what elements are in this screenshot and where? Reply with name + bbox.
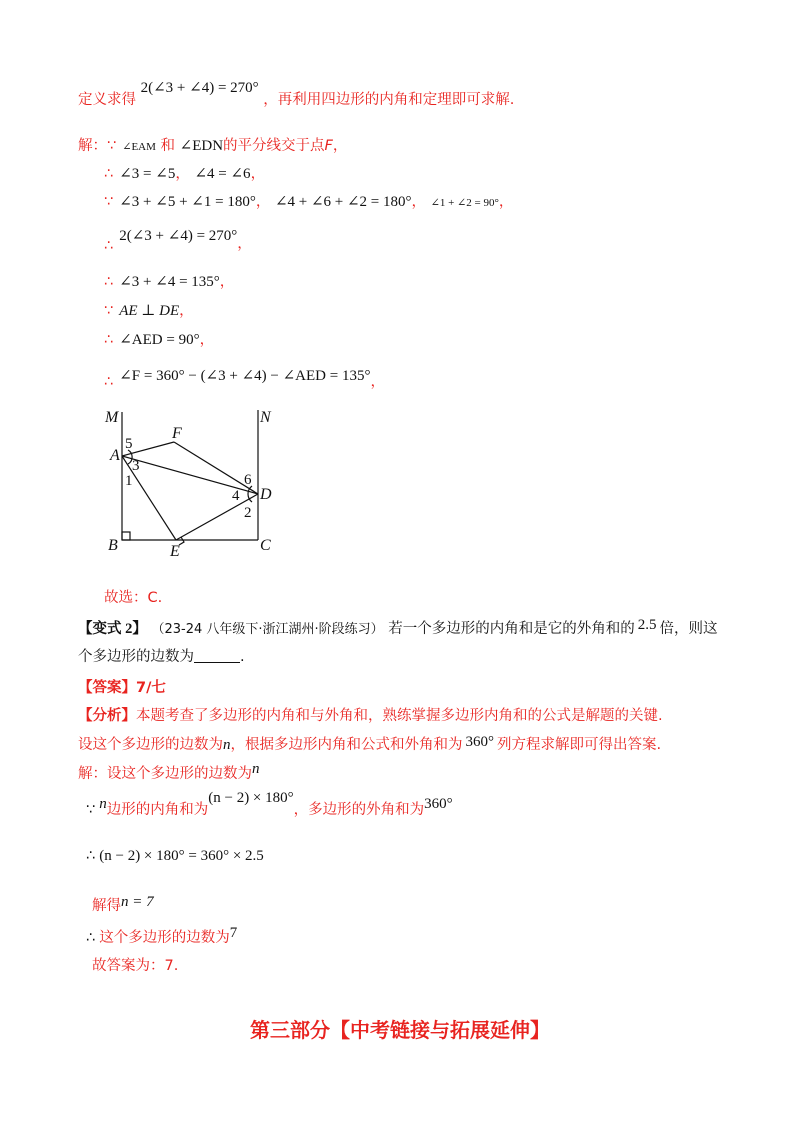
therefore-symbol: ∴ [104, 238, 114, 254]
variant-text2: 倍，则这 [659, 621, 718, 637]
label-b: B [108, 537, 118, 554]
variant-text1: 若一个多边形的内角和是它的外角和的 [388, 621, 635, 637]
comma: ， [255, 194, 271, 210]
analysis-text: 本题考查了多边形的内角和与外角和，熟练掌握多边形内角和的公式是解题的关键. [136, 708, 663, 724]
angle-label-4: 4 [232, 488, 240, 504]
therefore-symbol: ∴ [104, 274, 114, 290]
step1-eq-b: ∠4 = ∠6 [194, 166, 251, 182]
conclusion-text: 这个多边形的边数为 [99, 930, 230, 946]
period: . [240, 649, 245, 665]
label-m: M [105, 409, 119, 426]
variable-n: n [223, 737, 231, 753]
answer-label: 【答案】 [78, 680, 136, 696]
because-bisector-line [78, 136, 347, 157]
step4-eq: ∠3 + ∠4 = 135° [119, 274, 220, 290]
solution2-line4 [92, 896, 154, 916]
analysis2-c: 列方程求解即可得出答案. [497, 737, 662, 753]
bisector-text: 的平分线交于点 [223, 138, 325, 154]
solution2-line3 [86, 846, 264, 866]
step3-eq: 2(∠3 + ∠4) = 270° [119, 228, 238, 244]
analysis-line [78, 706, 663, 726]
variant-text3: 个多边形的边数为 [78, 649, 194, 665]
step2-line [104, 192, 513, 213]
variant-tag: 变式 2 [92, 621, 133, 637]
because-symbol: ∵ [104, 303, 114, 319]
step2-eq-c: ∠1 + ∠2 = 90° [430, 197, 499, 209]
solve-text: 解得 [92, 898, 121, 914]
angle-label-3: 3 [132, 458, 140, 474]
comma: ， [332, 138, 348, 154]
angle-label-6: 6 [244, 472, 252, 488]
answer-choice: 故选：C. [104, 590, 163, 606]
solution-label: 解： [78, 138, 107, 154]
degrees-360: 360° [424, 796, 453, 812]
solution2-line5 [86, 925, 238, 948]
final-answer: 故答案为：7. [92, 958, 179, 974]
analysis-line2 [78, 735, 661, 755]
intro-formula: 2(∠3 + ∠4) = 270° [140, 80, 259, 96]
label-n: N [260, 409, 271, 426]
point-f: F [324, 138, 333, 154]
variant-question-line1 [78, 619, 718, 640]
bracket-open: 【 [78, 621, 93, 637]
because-symbol: ∵ [104, 194, 114, 210]
label-f: F [172, 425, 182, 442]
step7-eq: ∠F = 360° − (∠3 + ∠4) − ∠AED = 135° [119, 368, 371, 384]
equation: (n − 2) × 180° = 360° × 2.5 [99, 848, 264, 864]
label-e: E [170, 543, 180, 560]
solution2-line2-text: 边形的内角和为 [106, 802, 209, 818]
bracket-close: 】 [132, 621, 147, 637]
analysis2-b: ，根据多边形内角和公式和外角和为 [230, 737, 463, 753]
intro-prefix: 定义求得 [78, 92, 136, 108]
step6-eq: ∠AED = 90° [119, 332, 200, 348]
section-title: 第三部分【中考链接与拓展延伸】 [250, 1018, 550, 1042]
variable-n: n [99, 796, 107, 812]
step2-eq-a: ∠3 + ∠5 + ∠1 = 180° [119, 194, 256, 210]
comma: ， [250, 166, 266, 182]
intro-suffix: ，再利用四边形的内角和定理即可求解. [263, 92, 515, 108]
therefore-symbol: ∴ [86, 848, 96, 864]
label-c: C [260, 537, 271, 554]
and-word: 和 [160, 138, 176, 154]
analysis2-a: 设这个多边形的边数为 [78, 737, 223, 753]
therefore-symbol: ∴ [104, 166, 114, 182]
angle-eam: ∠EAM [122, 141, 156, 153]
comma: ， [219, 274, 235, 290]
step1-eq-a: ∠3 = ∠5 [119, 166, 176, 182]
solution2-line1-text: 解：设这个多边形的边数为 [78, 766, 252, 782]
therefore-symbol: ∴ [104, 332, 114, 348]
answer-line [78, 678, 166, 698]
comma: ， [199, 332, 215, 348]
analysis-label: 【分析】 [78, 708, 136, 724]
angle-label-2: 2 [244, 505, 252, 521]
therefore-symbol: ∴ [104, 374, 114, 390]
step7-line [104, 366, 385, 390]
intro-line [78, 80, 515, 110]
step2-eq-b: ∠4 + ∠6 + ∠2 = 180° [274, 194, 412, 210]
solution2-line2-text-b: ，多边形的外角和为 [293, 802, 425, 818]
degrees-360: 360° [465, 734, 494, 750]
label-d: D [260, 486, 272, 503]
label-a: A [110, 447, 120, 464]
angle-label-1: 1 [125, 473, 133, 489]
comma: ， [237, 236, 252, 252]
step5-line [104, 301, 194, 321]
comma: ， [179, 303, 194, 319]
because-symbol: ∵ [107, 138, 117, 154]
variant-source: （23-24 八年级下·浙江湖州·阶段练习） [151, 622, 384, 637]
variable-n: n [252, 761, 260, 777]
solution2-line2 [86, 790, 453, 820]
step1-line [104, 164, 265, 184]
answer-blank [194, 648, 240, 663]
comma: ， [498, 194, 514, 210]
conclusion-value: 7 [229, 925, 238, 941]
solution-n: n = 7 [121, 894, 154, 910]
step4-line [104, 272, 234, 292]
variant-question-line2 [78, 647, 245, 667]
step6-line [104, 330, 214, 350]
step3-line [104, 226, 252, 254]
therefore-symbol: ∴ [86, 930, 96, 946]
because-symbol: ∵ [86, 802, 96, 818]
comma: ， [411, 194, 427, 210]
interior-angle-formula: (n − 2) × 180° [208, 790, 294, 806]
geometry-figure [96, 402, 286, 562]
comma: ， [175, 166, 190, 182]
angle-edn: ∠EDN [179, 138, 224, 154]
right-angle-b [122, 532, 130, 540]
answer-value: 7/七 [136, 680, 166, 696]
comma: ， [370, 374, 385, 390]
solution2-line1 [78, 761, 260, 784]
step5-eq: AE ⊥ DE [119, 303, 180, 319]
angle-label-5: 5 [125, 436, 133, 452]
variant-multiplier: 2.5 [637, 617, 657, 633]
